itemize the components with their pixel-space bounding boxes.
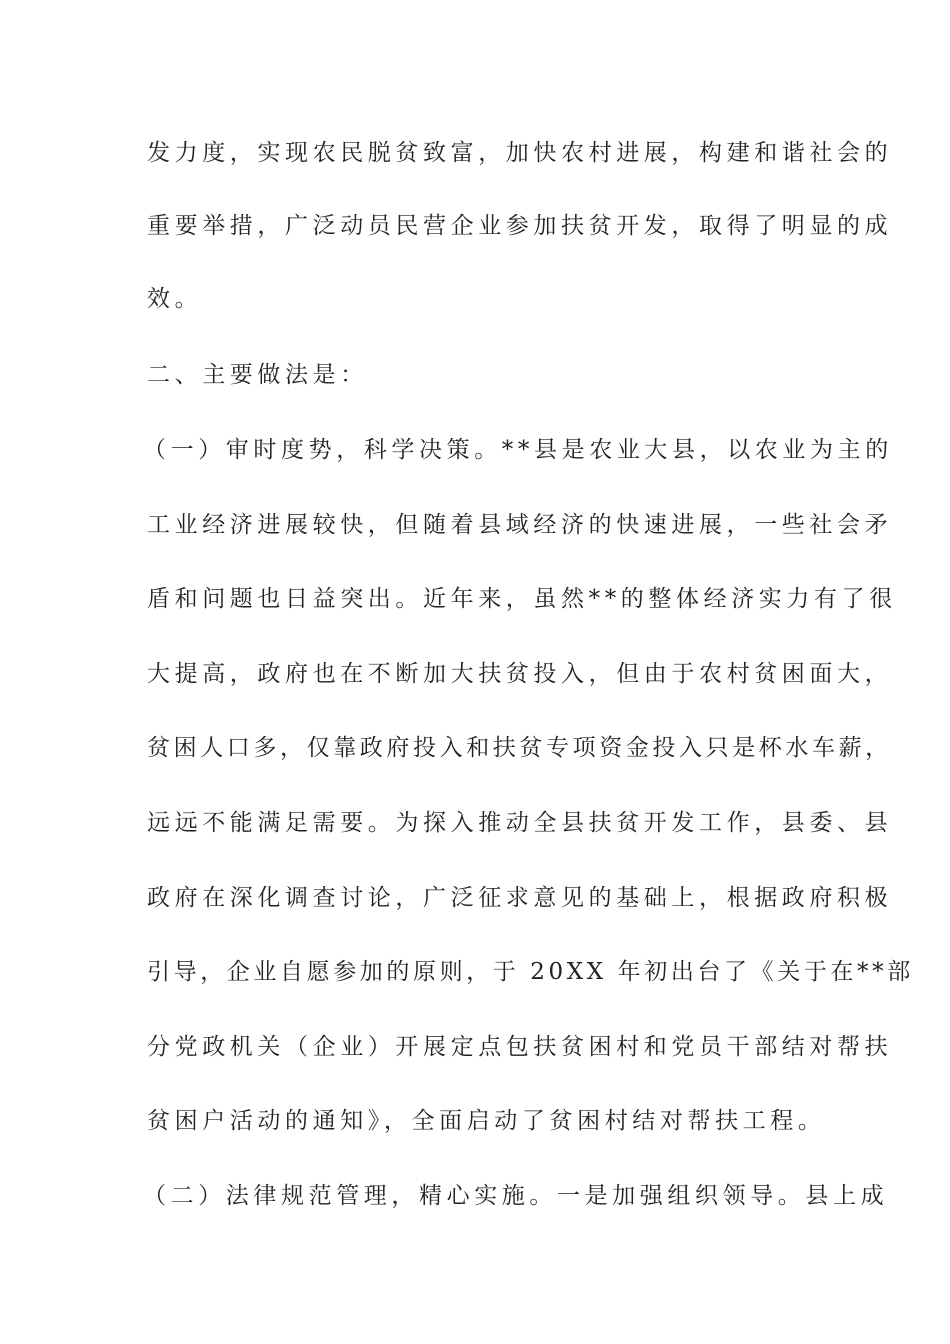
section-heading: 二、主要做法是： [147, 362, 368, 388]
text-line-3: 效。 [147, 286, 203, 312]
text-line-15: （二）法律规范管理，精心实施。一是加强组织领导。县上成 [143, 1183, 889, 1209]
text-line-14: 贫困户活动的通知》，全面启动了贫困村结对帮扶工程。 [147, 1108, 826, 1134]
text-line-12: 引导，企业自愿参加的原则，于 20XX 年初出台了《关于在**部 [147, 959, 914, 985]
text-line-5: （一）审时度势，科学决策。**县是农业大县，以农业为主的 [143, 437, 893, 463]
text-line-6: 工业经济进展较快，但随着县域经济的快速进展，一些社会矛 [147, 512, 893, 538]
text-line-8: 大提高，政府也在不断加大扶贫投入，但由于农村贫困面大， [147, 661, 893, 687]
text-line-9: 贫困人口多，仅靠政府投入和扶贫专项资金投入只是杯水车薪， [147, 735, 892, 761]
text-line-10: 远远不能满足需要。为探入推动全县扶贫开发工作，县委、县 [147, 810, 893, 836]
text-line-1: 发力度，实现农民脱贫致富，加快农村进展，构建和谐社会的 [147, 140, 893, 166]
text-line-11: 政府在深化调查讨论，广泛征求意见的基础上，根据政府积极 [147, 885, 893, 911]
text-line-7: 盾和问题也日益突出。近年来，虽然**的整体经济实力有了很 [147, 586, 897, 612]
text-line-13: 分党政机关（企业）开展定点包扶贫困村和党员干部结对帮扶 [147, 1034, 893, 1060]
text-line-2: 重要举措，广泛动员民营企业参加扶贫开发，取得了明显的成 [147, 213, 893, 239]
